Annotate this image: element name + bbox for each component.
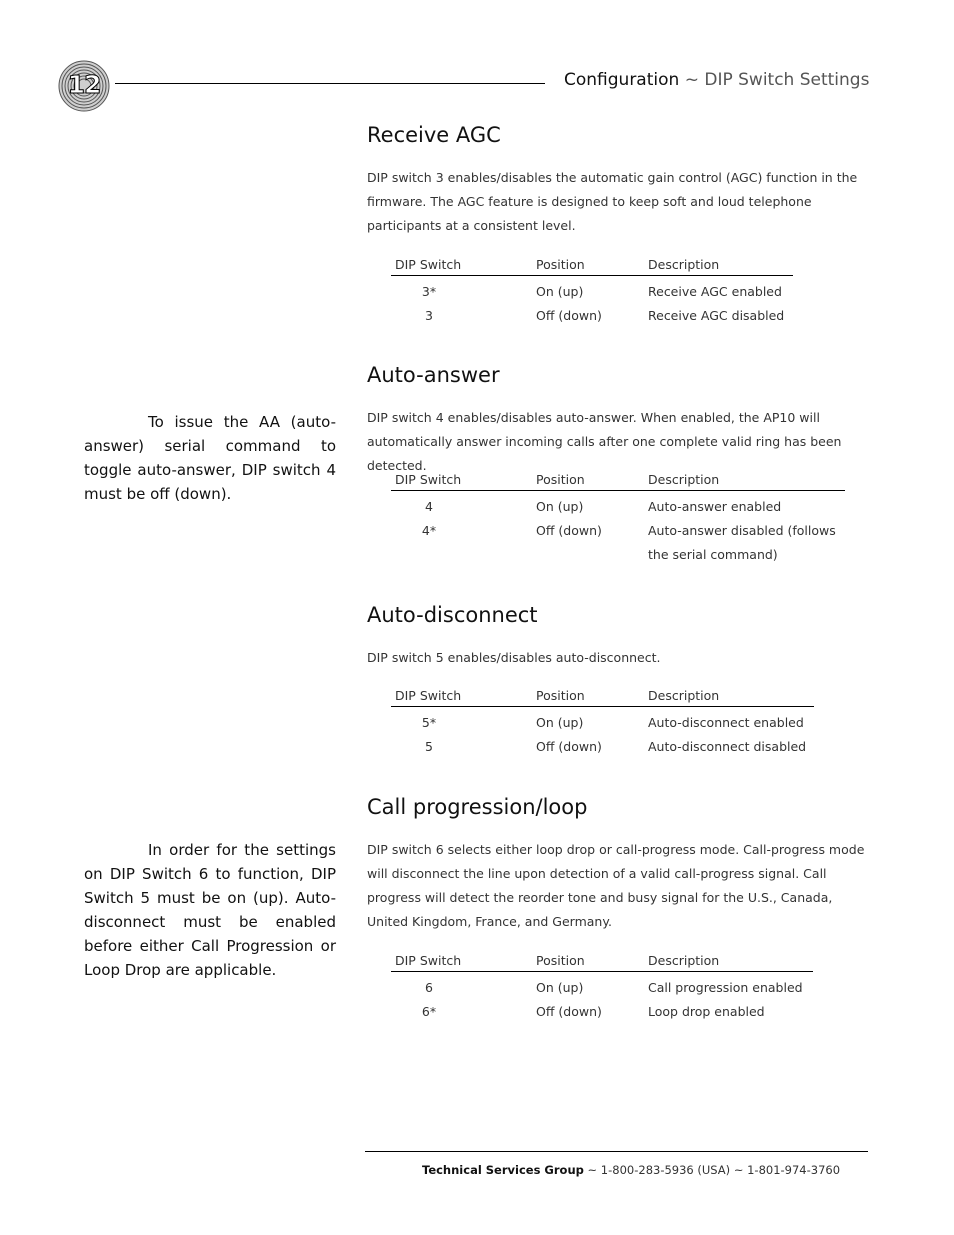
section-heading-auto-disconnect: Auto-disconnect	[367, 603, 538, 627]
column-header-position: Position	[536, 472, 585, 487]
cell-description: the serial command)	[648, 547, 778, 562]
header-divider	[115, 83, 545, 84]
cell-description: Call progression enabled	[648, 980, 803, 995]
table-row	[391, 495, 845, 519]
header-title: Configuration	[564, 70, 680, 90]
paragraph-auto-disconnect: DIP switch 5 enables/disables auto-disconnect.	[367, 650, 661, 665]
table-header	[391, 686, 814, 707]
table-call-progression	[391, 951, 813, 1024]
paragraph-receive-agc: DIP switch 3 enables/disables the automatic gain control (AGC) function in the firmware. The AGC feature is designed to keep soft and loud telephone participants at a consistent level.	[367, 170, 858, 233]
table-row	[391, 976, 813, 1000]
running-header	[564, 70, 869, 90]
cell-dip-switch: 5	[425, 739, 433, 754]
table-header	[391, 470, 845, 491]
column-header-position: Position	[536, 688, 585, 703]
header-subtitle: DIP Switch Settings	[704, 70, 870, 90]
cell-position: On (up)	[536, 284, 584, 299]
paragraph-auto-answer: DIP switch 4 enables/disables auto-answer. When enabled, the AP10 will automatically answer incoming calls after one complete valid ring has been detected.	[367, 410, 842, 473]
side-note-call-progression: In order for the settings on DIP Switch 6 to function, DIP Switch 5 must be on (up). Auto-disconnect must be enabled before either Call Progression or Loop Drop are applicable.	[84, 841, 336, 979]
paragraph-call-progression: DIP switch 6 selects either loop drop or call-progress mode. Call-progress mode will disconnect the line upon detection of a valid call-progress signal. Call progress will detect the reorder tone and busy signal for the U.S., Canada, United Kingdom, France, and Germany.	[367, 842, 865, 929]
footer	[422, 1163, 840, 1177]
cell-position: Off (down)	[536, 523, 602, 538]
cell-description: Loop drop enabled	[648, 1004, 765, 1019]
cell-description: Auto-disconnect disabled	[648, 739, 807, 754]
table-row-continuation	[391, 543, 845, 567]
cell-description: Receive AGC disabled	[648, 308, 785, 323]
footer-group: Technical Services Group	[422, 1163, 584, 1177]
cell-dip-switch: 6*	[421, 1004, 437, 1019]
table-header	[391, 951, 813, 972]
side-note-auto-answer: To issue the AA (auto-answer) serial command to toggle auto-answer, DIP switch 4 must be off (down).	[84, 413, 336, 503]
cell-description: Auto-disconnect enabled	[648, 715, 804, 730]
cell-position: On (up)	[536, 980, 584, 995]
column-header-dip-switch: DIP Switch	[395, 688, 462, 703]
section-heading-call-progression: Call progression/loop	[367, 795, 588, 819]
page-number: 12	[67, 70, 101, 99]
column-header-dip-switch: DIP Switch	[395, 257, 462, 272]
section-heading-auto-answer: Auto-answer	[367, 363, 500, 387]
table-auto-answer	[391, 470, 845, 567]
cell-dip-switch: 3*	[421, 284, 437, 299]
column-header-description: Description	[648, 688, 720, 703]
column-header-dip-switch: DIP Switch	[395, 472, 462, 487]
cell-dip-switch: 5*	[421, 715, 437, 730]
footer-contact: ~ 1-800-283-5936 (USA) ~ 1-801-974-3760	[583, 1163, 841, 1177]
footer-divider	[365, 1151, 868, 1152]
cell-dip-switch: 4	[425, 499, 433, 514]
cell-description: Auto-answer disabled (follows	[648, 523, 836, 538]
table-row	[391, 735, 814, 759]
cell-position: On (up)	[536, 715, 584, 730]
table-row	[391, 304, 793, 328]
table-header	[391, 255, 793, 276]
cell-description: Auto-answer enabled	[648, 499, 782, 514]
column-header-position: Position	[536, 953, 585, 968]
cell-description: Receive AGC enabled	[648, 284, 782, 299]
cell-position: On (up)	[536, 499, 584, 514]
table-row	[391, 1000, 813, 1024]
table-auto-disconnect	[391, 686, 814, 759]
column-header-description: Description	[648, 953, 720, 968]
column-header-description: Description	[648, 472, 720, 487]
section-heading-receive-agc: Receive AGC	[367, 123, 501, 147]
table-row	[391, 711, 814, 735]
column-header-description: Description	[648, 257, 720, 272]
column-header-dip-switch: DIP Switch	[395, 953, 462, 968]
cell-dip-switch: 4*	[421, 523, 437, 538]
cell-position: Off (down)	[536, 308, 602, 323]
table-receive-agc	[391, 255, 793, 328]
table-row	[391, 519, 845, 543]
column-header-position: Position	[536, 257, 585, 272]
table-row	[391, 280, 793, 304]
cell-dip-switch: 6	[425, 980, 433, 995]
cell-position: Off (down)	[536, 1004, 602, 1019]
cell-dip-switch: 3	[425, 308, 433, 323]
cell-position: Off (down)	[536, 739, 602, 754]
header-separator: ~	[679, 70, 705, 90]
